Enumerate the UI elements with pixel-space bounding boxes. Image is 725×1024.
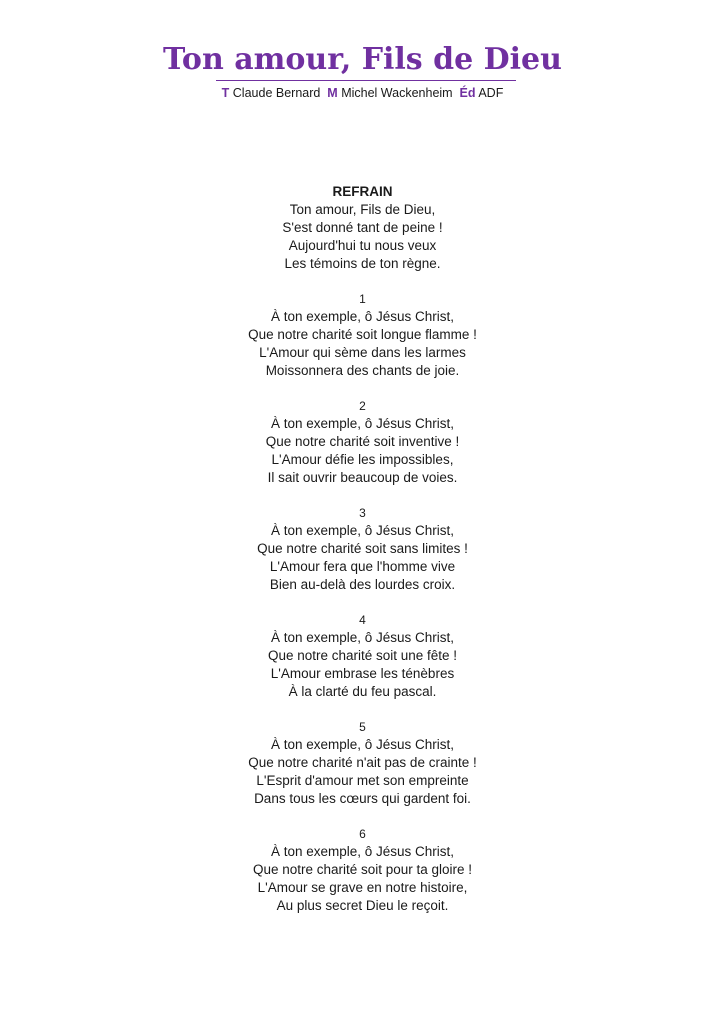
verse-line: À ton exemple, ô Jésus Christ, [270,737,455,752]
verse-number: 3 [359,506,366,520]
verse-line: À ton exemple, ô Jésus Christ, [270,309,455,324]
verse-line: À ton exemple, ô Jésus Christ, [270,630,455,645]
refrain-heading: REFRAIN [332,184,393,199]
verse-line: À la clarté du feu pascal. [288,684,437,699]
verse-line: L'Amour défie les impossibles, [271,452,454,467]
lyrics [0,183,725,932]
refrain-block [0,183,725,273]
verse-block-2 [0,397,725,487]
verse-number: 1 [359,292,366,306]
verse-line: Moissonnera des chants de joie. [265,363,460,378]
verse-block-4 [0,611,725,701]
page-title: Ton amour, Fils de Dieu [163,42,562,77]
verse-number: 6 [359,827,366,841]
verse-line: L'Amour embrase les ténèbres [270,666,455,681]
verse-line: À ton exemple, ô Jésus Christ, [270,844,455,859]
text-author-name: Claude Bernard [232,86,321,100]
verse-line: L'Amour fera que l'homme vive [269,559,456,574]
verse-line: Dans tous les cœurs qui gardent foi. [254,791,471,806]
refrain-line: Les témoins de ton règne. [284,256,441,271]
verse-line: L'Esprit d'amour met son empreinte [256,773,469,788]
verse-line: Bien au-delà des lourdes croix. [269,577,456,592]
editor-name: ADF [478,86,504,100]
verse-block-1 [0,290,725,380]
refrain-line: S'est donné tant de peine ! [282,220,443,235]
verse-block-6 [0,825,725,915]
verse-line: Que notre charité soit longue flamme ! [248,327,477,342]
verse-block-5 [0,718,725,808]
verse-line: À ton exemple, ô Jésus Christ, [270,523,455,538]
text-author-label: T [221,86,230,100]
verse-number: 2 [359,399,366,413]
verse-line: À ton exemple, ô Jésus Christ, [270,416,455,431]
credits [0,84,725,102]
verse-line: Que notre charité n'ait pas de crainte ! [248,755,477,770]
editor-label: Éd [459,86,476,100]
verse-line: Il sait ouvrir beaucoup de voies. [267,470,458,485]
verse-line: Que notre charité soit sans limites ! [257,541,468,556]
verse-line: Au plus secret Dieu le reçoit. [276,898,449,913]
verse-number: 4 [359,613,366,627]
verse-line: Que notre charité soit inventive ! [265,434,460,449]
title-divider [216,80,516,81]
verse-line: L'Amour qui sème dans les larmes [259,345,466,360]
verse-line: Que notre charité soit une fête ! [267,648,458,663]
verse-line: L'Amour se grave en notre histoire, [257,880,468,895]
music-composer-name: Michel Wackenheim [341,86,453,100]
verse-line: Que notre charité soit pour ta gloire ! [252,862,473,877]
music-composer-label: M [327,86,338,100]
refrain-line: Ton amour, Fils de Dieu, [289,202,436,217]
refrain-line: Aujourd'hui tu nous veux [288,238,437,253]
verse-block-3 [0,504,725,594]
verse-number: 5 [359,720,366,734]
